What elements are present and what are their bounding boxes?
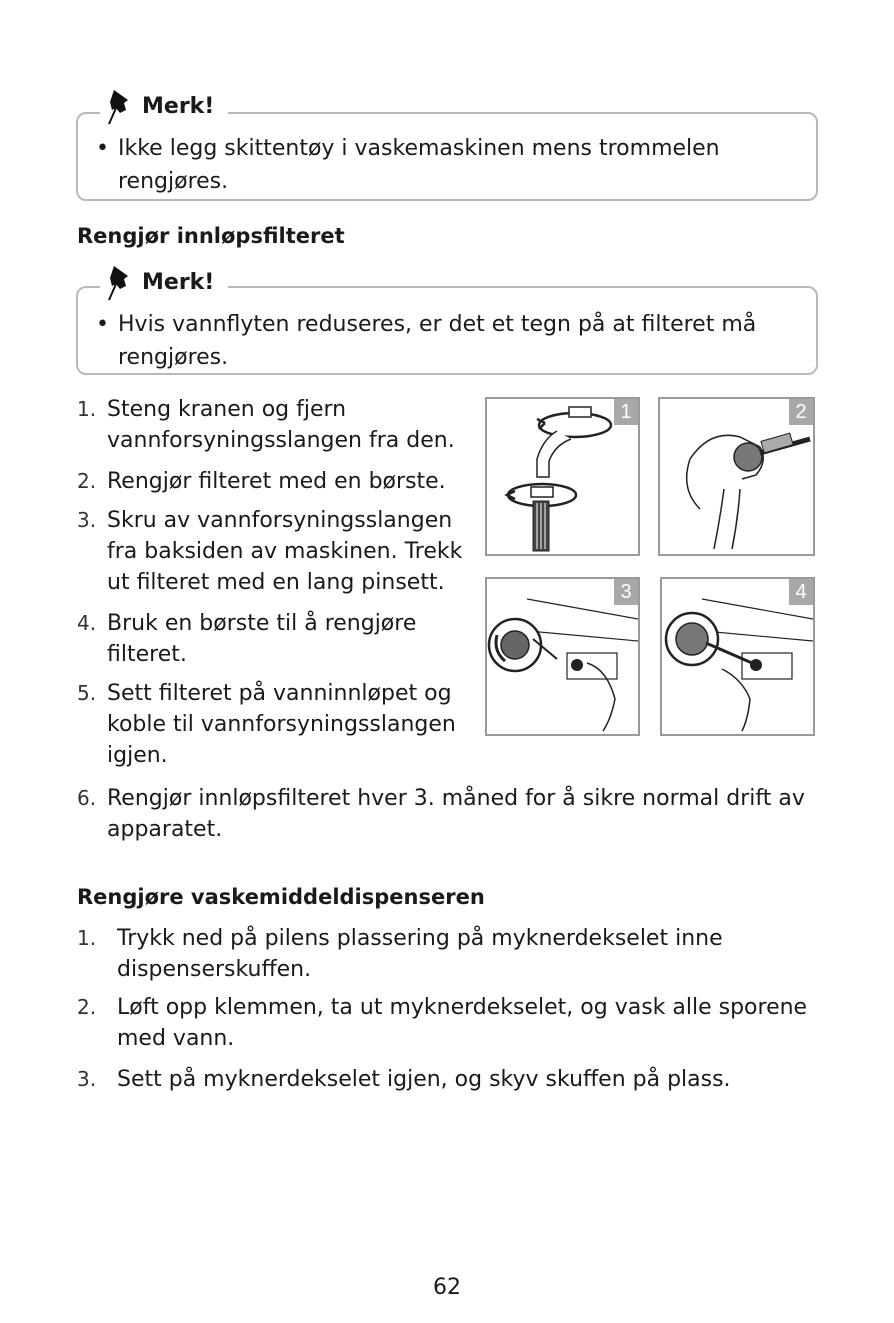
step-number: 1.: [77, 397, 97, 421]
figure-label: 3: [614, 579, 638, 605]
step-text: Sett på myknerdekselet igjen, og skyv skuffen på plass.: [117, 1067, 731, 1092]
step-number: 4.: [77, 611, 97, 635]
figure-panel: [660, 577, 815, 736]
note-header: [100, 86, 228, 126]
step-text: Skru av vannforsyningsslangen fra baksiden av maskinen. Trekk ut filteret med en lang pinsett.: [107, 508, 463, 595]
step-text: Steng kranen og fjern vannforsyningsslangen fra den.: [107, 397, 455, 453]
section-heading: Rengjøre vaskemiddeldispenseren: [77, 885, 485, 909]
note-body: Ikke legg skittentøy i vaskemaskinen mens trommelen rengjøres.: [118, 136, 720, 194]
step-text: Rengjør filteret med en børste.: [107, 469, 446, 494]
step-text: Bruk en børste til å rengjøre filteret.: [107, 611, 417, 667]
figure-label: 4: [789, 579, 813, 605]
pushpin-icon: [106, 262, 134, 302]
figure-label: 2: [789, 399, 813, 425]
section-heading: Rengjør innløpsfilteret: [77, 224, 345, 248]
bullet: •: [96, 136, 109, 161]
step-number: 3.: [77, 1067, 97, 1091]
step-number: 2.: [77, 995, 97, 1019]
note-text: [96, 132, 796, 198]
page-number: 62: [433, 1275, 461, 1300]
note-header: [100, 262, 228, 302]
figure-panel: [485, 577, 640, 736]
note-body: Hvis vannflyten reduseres, er det et tegn på at filteret må rengjøres.: [118, 312, 757, 370]
figure-panel: [485, 397, 640, 556]
step-number: 5.: [77, 681, 97, 705]
step-number: 2.: [77, 469, 97, 493]
step-number: 1.: [77, 926, 97, 950]
pushpin-icon: [106, 86, 134, 126]
note-text: [96, 308, 796, 374]
step-text: Løft opp klemmen, ta ut myknerdekselet, og vask alle sporene med vann.: [117, 995, 808, 1051]
note-title: Merk!: [142, 93, 215, 119]
figure-label: 1: [614, 399, 638, 425]
step-text: Sett filteret på vanninnløpet og koble til vannforsyningsslangen igjen.: [107, 681, 456, 768]
step-text: Rengjør innløpsfilteret hver 3. måned for å sikre normal drift av apparatet.: [107, 786, 805, 842]
figure-panel: [658, 397, 815, 556]
step-number: 3.: [77, 508, 97, 532]
note-title: Merk!: [142, 269, 215, 295]
step-number: 6.: [77, 786, 97, 810]
bullet: •: [96, 312, 109, 337]
step-text: Trykk ned på pilens plassering på myknerdekselet inne dispenserskuffen.: [117, 926, 723, 982]
